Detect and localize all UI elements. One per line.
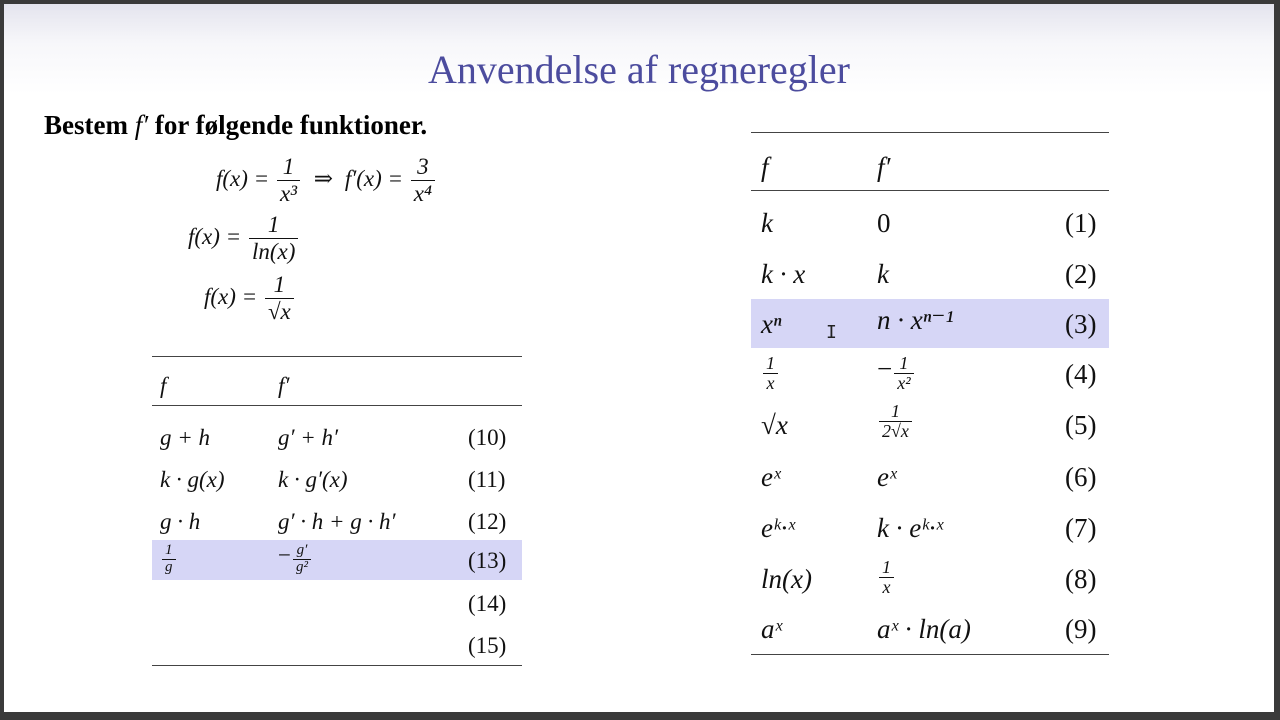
row-fprime [278,543,313,576]
table-row [751,198,1109,248]
header-f: f [160,373,167,398]
row-number: (12) [468,509,507,534]
table-row [751,554,1109,604]
exercise-3-denominator: √x [267,299,291,325]
exercise-3-fraction [265,272,294,326]
row-number: (4) [1065,359,1097,389]
row-f: eˣ [761,462,781,492]
row-fprime [877,402,914,441]
row-f: ln(x) [761,564,812,594]
row-number: (14) [468,591,507,616]
row-fprime-numerator: g′ [293,543,311,560]
row-f: g + h [160,425,211,450]
row-f: eᵏ·ˣ [761,513,795,543]
row-number: (13) [468,548,507,573]
row-f-numerator: 1 [162,543,176,560]
exercise-1-result-denominator: x⁴ [413,181,433,207]
row-fprime: eˣ [877,462,897,492]
rules-table-left [152,354,522,669]
row-fprime [877,558,896,597]
table-row [152,460,522,500]
row-fprime-numerator: 1 [879,402,912,422]
header-rule [751,190,1109,191]
table-row [751,604,1109,654]
exercise-2-lhs: f(x) = [188,224,242,250]
row-fprime-sign: − [877,353,893,384]
bottom-rule [751,654,1109,655]
exercise-3-numerator: 1 [265,272,294,299]
row-fprime: g′ + h′ [278,425,339,450]
row-number: (2) [1065,259,1097,289]
row-fprime: n · xⁿ⁻¹ [877,305,954,335]
row-number: (6) [1065,462,1097,492]
row-fprime-denominator: x [882,576,891,597]
exercise-instruction [44,110,427,141]
row-f [160,543,178,576]
exercise-2-fraction [249,212,298,266]
row-number: (1) [1065,208,1097,238]
row-number: (15) [468,633,507,658]
row-fprime: aˣ · ln(a) [877,614,971,644]
row-f-denominator: g [165,558,173,575]
table-row [152,418,522,458]
instruction-prefix: Bestem [44,110,128,140]
row-f: xⁿ [761,309,782,339]
row-fprime [877,354,916,393]
row-fprime: k [877,259,889,289]
exercise-2-numerator: 1 [249,212,298,239]
row-f: k · g(x) [160,467,225,492]
row-f-denominator: x [766,372,775,393]
row-fprime-numerator: 1 [879,558,894,578]
table-row-highlighted [152,540,522,580]
row-number: (3) [1065,309,1097,339]
exercise-1-equation [216,154,437,208]
table-row [751,503,1109,553]
instruction-fprime: f′ [134,110,149,140]
top-rule [152,356,522,357]
exercise-3-lhs: f(x) = [204,284,258,310]
row-number: (7) [1065,513,1097,543]
row-number: (10) [468,425,507,450]
row-f: k [761,208,773,238]
row-f: √x [761,410,788,440]
exercise-1-result-numerator: 3 [411,154,435,181]
row-fprime: 0 [877,208,891,238]
header-fprime: f′ [278,373,290,398]
header-f: f [761,152,769,182]
bottom-rule [152,665,522,666]
exercise-1-rhs: f′(x) = [344,166,404,192]
row-f: aˣ [761,614,783,644]
row-number: (11) [468,467,506,492]
slide [4,4,1274,712]
row-f-numerator: 1 [763,354,778,374]
table-row [152,626,522,666]
table-row [152,584,522,624]
exercise-1-denominator: x³ [279,181,298,207]
row-number: (8) [1065,564,1097,594]
header-fprime: f′ [877,152,891,182]
slide-title: Anvendelse af regneregler [428,47,850,92]
text-cursor-icon: I [826,322,837,343]
table-row-highlighted [751,299,1109,348]
exercise-2-equation [188,212,300,266]
implies-arrow: ⇒ [313,166,334,192]
row-number: (5) [1065,410,1097,440]
instruction-suffix: for følgende funktioner. [154,110,428,140]
row-fprime-denominator: 2√x [882,420,909,441]
table-row [152,502,522,542]
row-fprime: k · eᵏ·ˣ [877,513,944,543]
row-fprime-numerator: 1 [894,354,913,374]
row-fprime-denominator: x² [897,372,911,393]
exercise-3-equation [204,272,296,326]
row-fprime-denominator: g² [295,558,308,575]
exercise-1-numerator: 1 [277,154,300,181]
exercise-1-result-fraction [411,154,435,208]
table-row [751,349,1109,399]
row-f: k · x [761,259,806,289]
table-row [751,400,1109,450]
row-fprime: g′ · h + g · h′ [278,509,396,534]
row-fprime: k · g′(x) [278,467,348,492]
table-row [751,249,1109,299]
row-f: g · h [160,509,201,534]
row-f [761,354,780,393]
exercise-1-lhs: f(x) = [216,166,270,192]
row-number: (9) [1065,614,1097,644]
rules-table-right [751,130,1109,660]
top-rule [751,132,1109,133]
header-rule [152,405,522,406]
exercise-1-fraction [277,154,300,208]
exercise-2-denominator: ln(x) [251,239,296,265]
row-fprime-sign: − [278,542,291,568]
table-row [751,452,1109,502]
